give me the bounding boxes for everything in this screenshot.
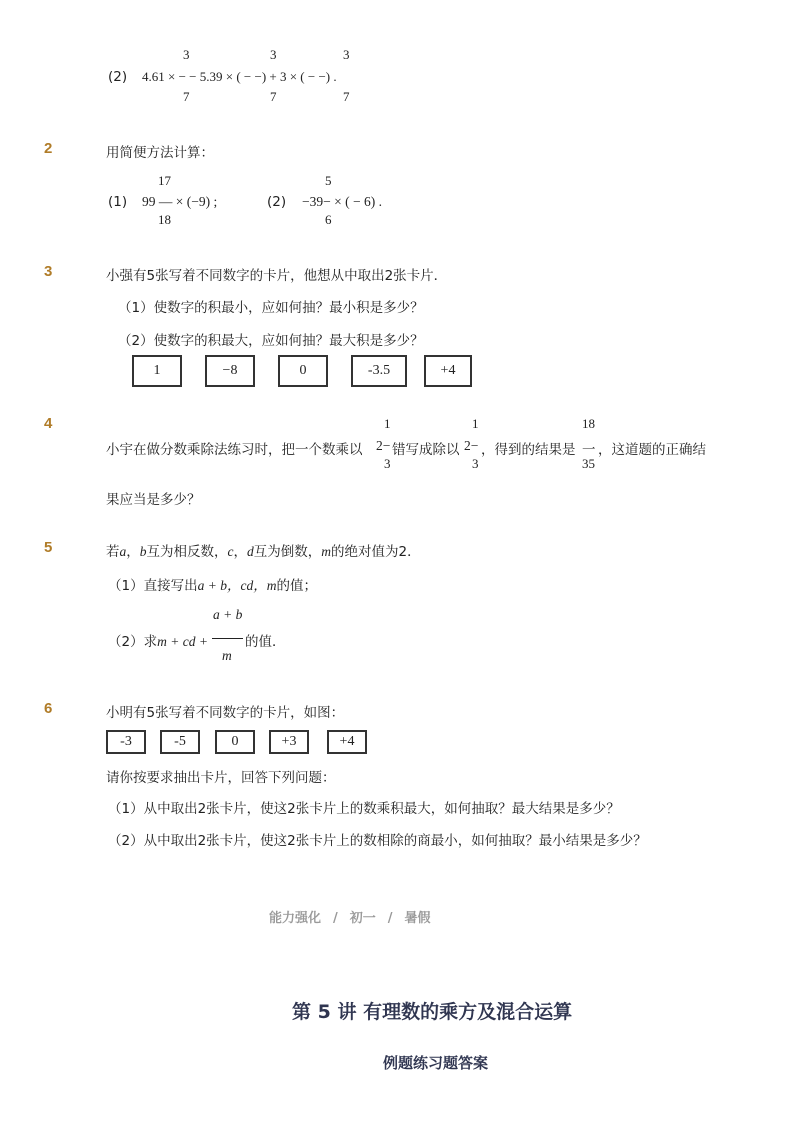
problem-4-number: 4	[44, 415, 53, 432]
problem-5-question-2	[108, 630, 208, 650]
p5-text: 的绝对值为2．	[331, 544, 421, 560]
p5-var-b: b	[139, 544, 147, 559]
problem-3-number: 3	[44, 263, 53, 280]
card: 1	[132, 355, 182, 387]
p1-frac2-den: 7	[270, 89, 277, 104]
page-footer	[269, 907, 437, 926]
card: -3.5	[351, 355, 407, 387]
problem-6-number: 6	[44, 700, 53, 717]
footer-part: 能力强化	[269, 911, 322, 926]
card: 0	[278, 355, 328, 387]
p5-fraction-bar	[212, 638, 243, 639]
problem-2-prompt: 用简便方法计算：	[106, 145, 214, 161]
p4-frac1-whole: 2−	[376, 438, 391, 453]
card: +4	[327, 730, 367, 754]
p4-frac3-den: 35	[582, 456, 595, 471]
problem-6-prompt: 小明有5张写着不同数字的卡片，如图：	[106, 705, 345, 721]
p1-line2-label: (2)	[108, 69, 128, 85]
p2-part2-num: 5	[325, 173, 332, 188]
p5-q2-text: （2）求	[108, 634, 158, 650]
problem-3-question-1: （1）使数字的积最小，应如何抽？最小积是多少？	[118, 300, 424, 316]
p4-frac2-whole: 2−	[464, 438, 479, 453]
p4-frac1-num: 1	[384, 416, 391, 431]
p1-frac1-num: 3	[183, 47, 190, 62]
p2-part1-expression: 99 — × (−9) ;	[142, 194, 218, 209]
p1-frac3-num: 3	[343, 47, 350, 62]
problem-2-number: 2	[44, 140, 53, 157]
p2-part2-label: (2)	[267, 194, 287, 210]
footer-separator: /	[333, 911, 338, 926]
p4-text-b: 错写成除以	[392, 442, 460, 458]
problem-6-question-2: （2）从中取出2张卡片，使这2张卡片上的数相除的商最小，如何抽取？最小结果是多少？	[108, 833, 647, 849]
problem-6-question-1: （1）从中取出2张卡片，使这2张卡片上的数乘积最大，如何抽取？最大结果是多少？	[108, 801, 620, 817]
p4-text-d: ，这道题的正确结	[598, 442, 706, 458]
p1-frac1-den: 7	[183, 89, 190, 104]
card: -3	[106, 730, 146, 754]
footer-separator: /	[387, 911, 393, 926]
p5-var-m: m	[321, 544, 331, 559]
p4-frac2-num: 1	[472, 416, 479, 431]
p5-q2-frac-den: m	[222, 648, 232, 663]
p4-text-e: 果应当是多少？	[106, 492, 201, 508]
chapter-subtitle: 例题练习题答案	[383, 1054, 489, 1072]
footer-part: 初一	[349, 911, 376, 926]
p4-frac1-den: 3	[384, 456, 391, 471]
p5-var-d: d	[247, 544, 254, 559]
p5-text: 互为倒数，	[253, 544, 322, 560]
p5-q1-text: 的值；	[276, 578, 317, 594]
p1-frac2-num: 3	[270, 47, 277, 62]
problem-5-number: 5	[44, 539, 53, 556]
problem-6-instruction: 请你按要求抽出卡片，回答下列问题：	[106, 770, 336, 786]
p2-part2-expression: −39− × ( − 6) .	[302, 194, 382, 209]
p5-q1-math: a + b，cd，m	[197, 578, 277, 593]
p5-q2-frac-num: a + b	[213, 607, 243, 622]
p5-text: ，	[233, 544, 247, 560]
p5-q1-text: （1）直接写出	[108, 578, 198, 594]
p5-text: 若	[106, 544, 120, 560]
p2-part2-den: 6	[325, 212, 332, 227]
card: 0	[215, 730, 255, 754]
p2-part1-label: (1)	[108, 194, 128, 210]
problem-3-prompt: 小强有5张写着不同数字的卡片，他想从中取出2张卡片．	[106, 268, 448, 284]
p1-frac3-den: 7	[343, 89, 350, 104]
p4-text-c: ，得到的结果是	[481, 442, 576, 458]
p5-text: ，	[126, 544, 140, 560]
card: −8	[205, 355, 255, 387]
p5-q2-math: m + cd +	[157, 634, 208, 649]
p5-text: 互为相反数，	[146, 544, 228, 560]
footer-part: 暑假	[404, 911, 431, 926]
problem-5-question-1	[108, 574, 317, 594]
card: +3	[269, 730, 309, 754]
p4-text-a: 小宇在做分数乘除法练习时，把一个数乘以	[106, 442, 363, 458]
chapter-title: 第 5 讲 有理数的乘方及混合运算	[292, 1001, 573, 1023]
problem-3-question-2: （2）使数字的积最大，应如何抽？最大积是多少？	[118, 333, 424, 349]
card: +4	[424, 355, 472, 387]
card: -5	[160, 730, 200, 754]
p2-part1-den: 18	[158, 212, 171, 227]
p5-var-c: c	[227, 544, 234, 559]
p5-var-a: a	[119, 544, 127, 559]
p1-line2-expression: 4.61 × − − 5.39 × ( − −) + 3 × ( − −) .	[142, 69, 337, 84]
p4-frac3-bar: 一	[582, 442, 596, 458]
p4-frac3-num: 18	[582, 416, 595, 431]
problem-5-prompt	[106, 540, 421, 560]
p4-frac2-den: 3	[472, 456, 479, 471]
p2-part1-num: 17	[158, 173, 171, 188]
p5-q2-text-end: 的值．	[245, 634, 286, 650]
